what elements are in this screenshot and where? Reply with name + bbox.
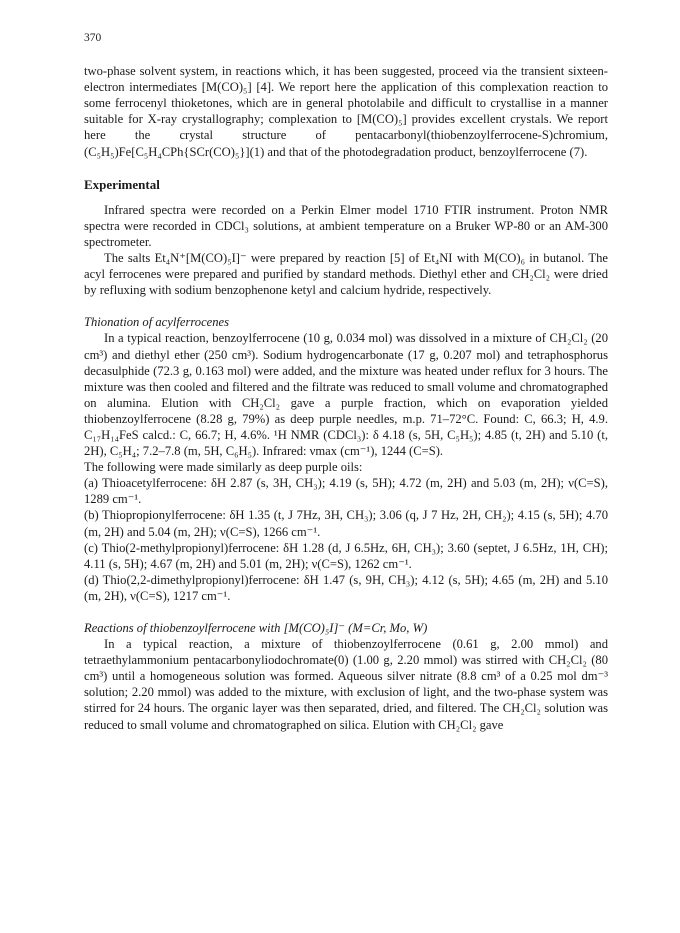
compound-item-b: (b) Thiopropionylferrocene: δH 1.35 (t, J 7Hz, 3H, CH₃); 3.06 (q, J 7 Hz, 2H, CH₂); 4.15 (s, 5H); 4.70 (m, 2H) and 5.04 (m, 2H); ν(C=S), 1266 cm⁻¹. (84, 508, 608, 539)
similar-preparations-line: The following were made similarly as deep purple oils: (84, 460, 363, 475)
experimental-heading: Experimental (84, 176, 160, 192)
experimental-paragraph-salts: The salts Et₄N⁺[M(CO)₅I]⁻ were prepared by reaction [5] of Et₄NI with M(CO)₆ in butanol. The acyl ferrocenes were prepared and purified by standard methods. Diethyl ether and CH₂Cl₂ were dried by refluxing with sodium benzophenone ketyl and calcium hydride, respectively. (84, 251, 608, 298)
page-number: 370 (84, 32, 102, 44)
reactions-heading: Reactions of thiobenzoylferrocene with [M(CO)₅I]⁻ (M=Cr, Mo, W) (84, 621, 428, 635)
intro-paragraph: two-phase solvent system, in reactions which, it has been suggested, proceed via the transient sixteen-electron intermediates [M(CO)₅] [4]. We report here the application of this complexation reaction to some ferrocenyl thioketones, which are in general photolabile and difficult to crystallise in a manner suitable for X-ray crystallography; complexation to [M(CO)₅] provides excellent crystals. We report here the crystal structure of pentacarbonyl(thiobenzoylferrocene-S)chromium, (C₅H₅)Fe[C₅H₄CPh{SCr(CO)₅}](1) and that of the photodegradation product, benzoylferrocene (7). (84, 64, 608, 159)
compound-item-a: (a) Thioacetylferrocene: δH 2.87 (s, 3H, CH₃); 4.19 (s, 5H); 4.72 (m, 2H) and 5.03 (m, 2H); ν(C=S), 1289 cm⁻¹. (84, 476, 608, 507)
reactions-paragraph: In a typical reaction, a mixture of thiobenzoylferrocene (0.61 g, 2.00 mmol) and tetraethylammonium pentacarbonyliodochromate(0) (1.00 g, 2.20 mmol) was stirred with CH₂Cl₂ (80 cm³) until a homogeneous solution was formed. Aqueous silver nitrate (8.8 cm³ of a 0.25 mol dm⁻³ solution; 2.20 mmol) was added to the mixture, with exclusion of light, and the two-phase system was stirred for 24 hours. The organic layer was then separated, dried, and filtered. The CH₂Cl₂ solution was reduced to small volume and chromatographed on silica. Elution with CH₂Cl₂ gave (84, 637, 608, 732)
compound-item-c: (c) Thio(2-methylpropionyl)ferrocene: δH 1.28 (d, J 6.5Hz, 6H, CH₃); 3.60 (septet, J 6.5Hz, 1H, CH); 4.11 (s, 5H); 4.67 (m, 2H) and 5.01 (m, 2H); ν(C=S), 1262 cm⁻¹. (84, 540, 608, 571)
thionation-heading: Thionation of acylferrocenes (84, 315, 230, 330)
experimental-paragraph-instruments: Infrared spectra were recorded on a Perkin Elmer model 1710 FTIR instrument. Proton NMR spectra were recorded in CDCl₃ solutions, at ambient temperature on a Bruker WP-80 or an AM-300 spectrometer. (84, 202, 608, 249)
paper-page (84, 30, 608, 733)
thionation-paragraph: In a typical reaction, benzoylferrocene (10 g, 0.034 mol) was dissolved in a mixture of CH₂Cl₂ (20 cm³) and diethyl ether (250 cm³). Sodium hydrogencarbonate (17 g, 0.207 mol) and tetraphosphorus decasulphide (72.3 g, 0.163 mol) were added, and the mixture was heated under reflux for 3 hours. The mixture was then cooled and filtered and the filtrate was reduced to small volume and chromatographed on alumina. Elution with CH₂Cl₂ gave a purple fraction, which on evaporation yielded thiobenzoylferrocene (8.28 g, 79%) as deep purple needles, m.p. 71–72°C. Found: C, 66.3; H, 4.9. C₁₇H₁₄FeS calcd.: C, 66.7; H, 4.6%. ¹H NMR (CDCl₃): δ 4.18 (s, 5H, C₅H₅); 4.85 (t, 2H) and 5.10 (t, 2H), C₅H₄; 7.2–7.8 (m, 5H, C₆H₅). Infrared: νmax (cm⁻¹), 1244 (C=S). (84, 331, 608, 459)
compound-item-d: (d) Thio(2,2-dimethylpropionyl)ferrocene: δH 1.47 (s, 9H, CH₃); 4.12 (s, 5H); 4.65 (m, 2H) and 5.10 (m, 2H), ν(C=S), 1217 cm⁻¹. (84, 572, 608, 603)
